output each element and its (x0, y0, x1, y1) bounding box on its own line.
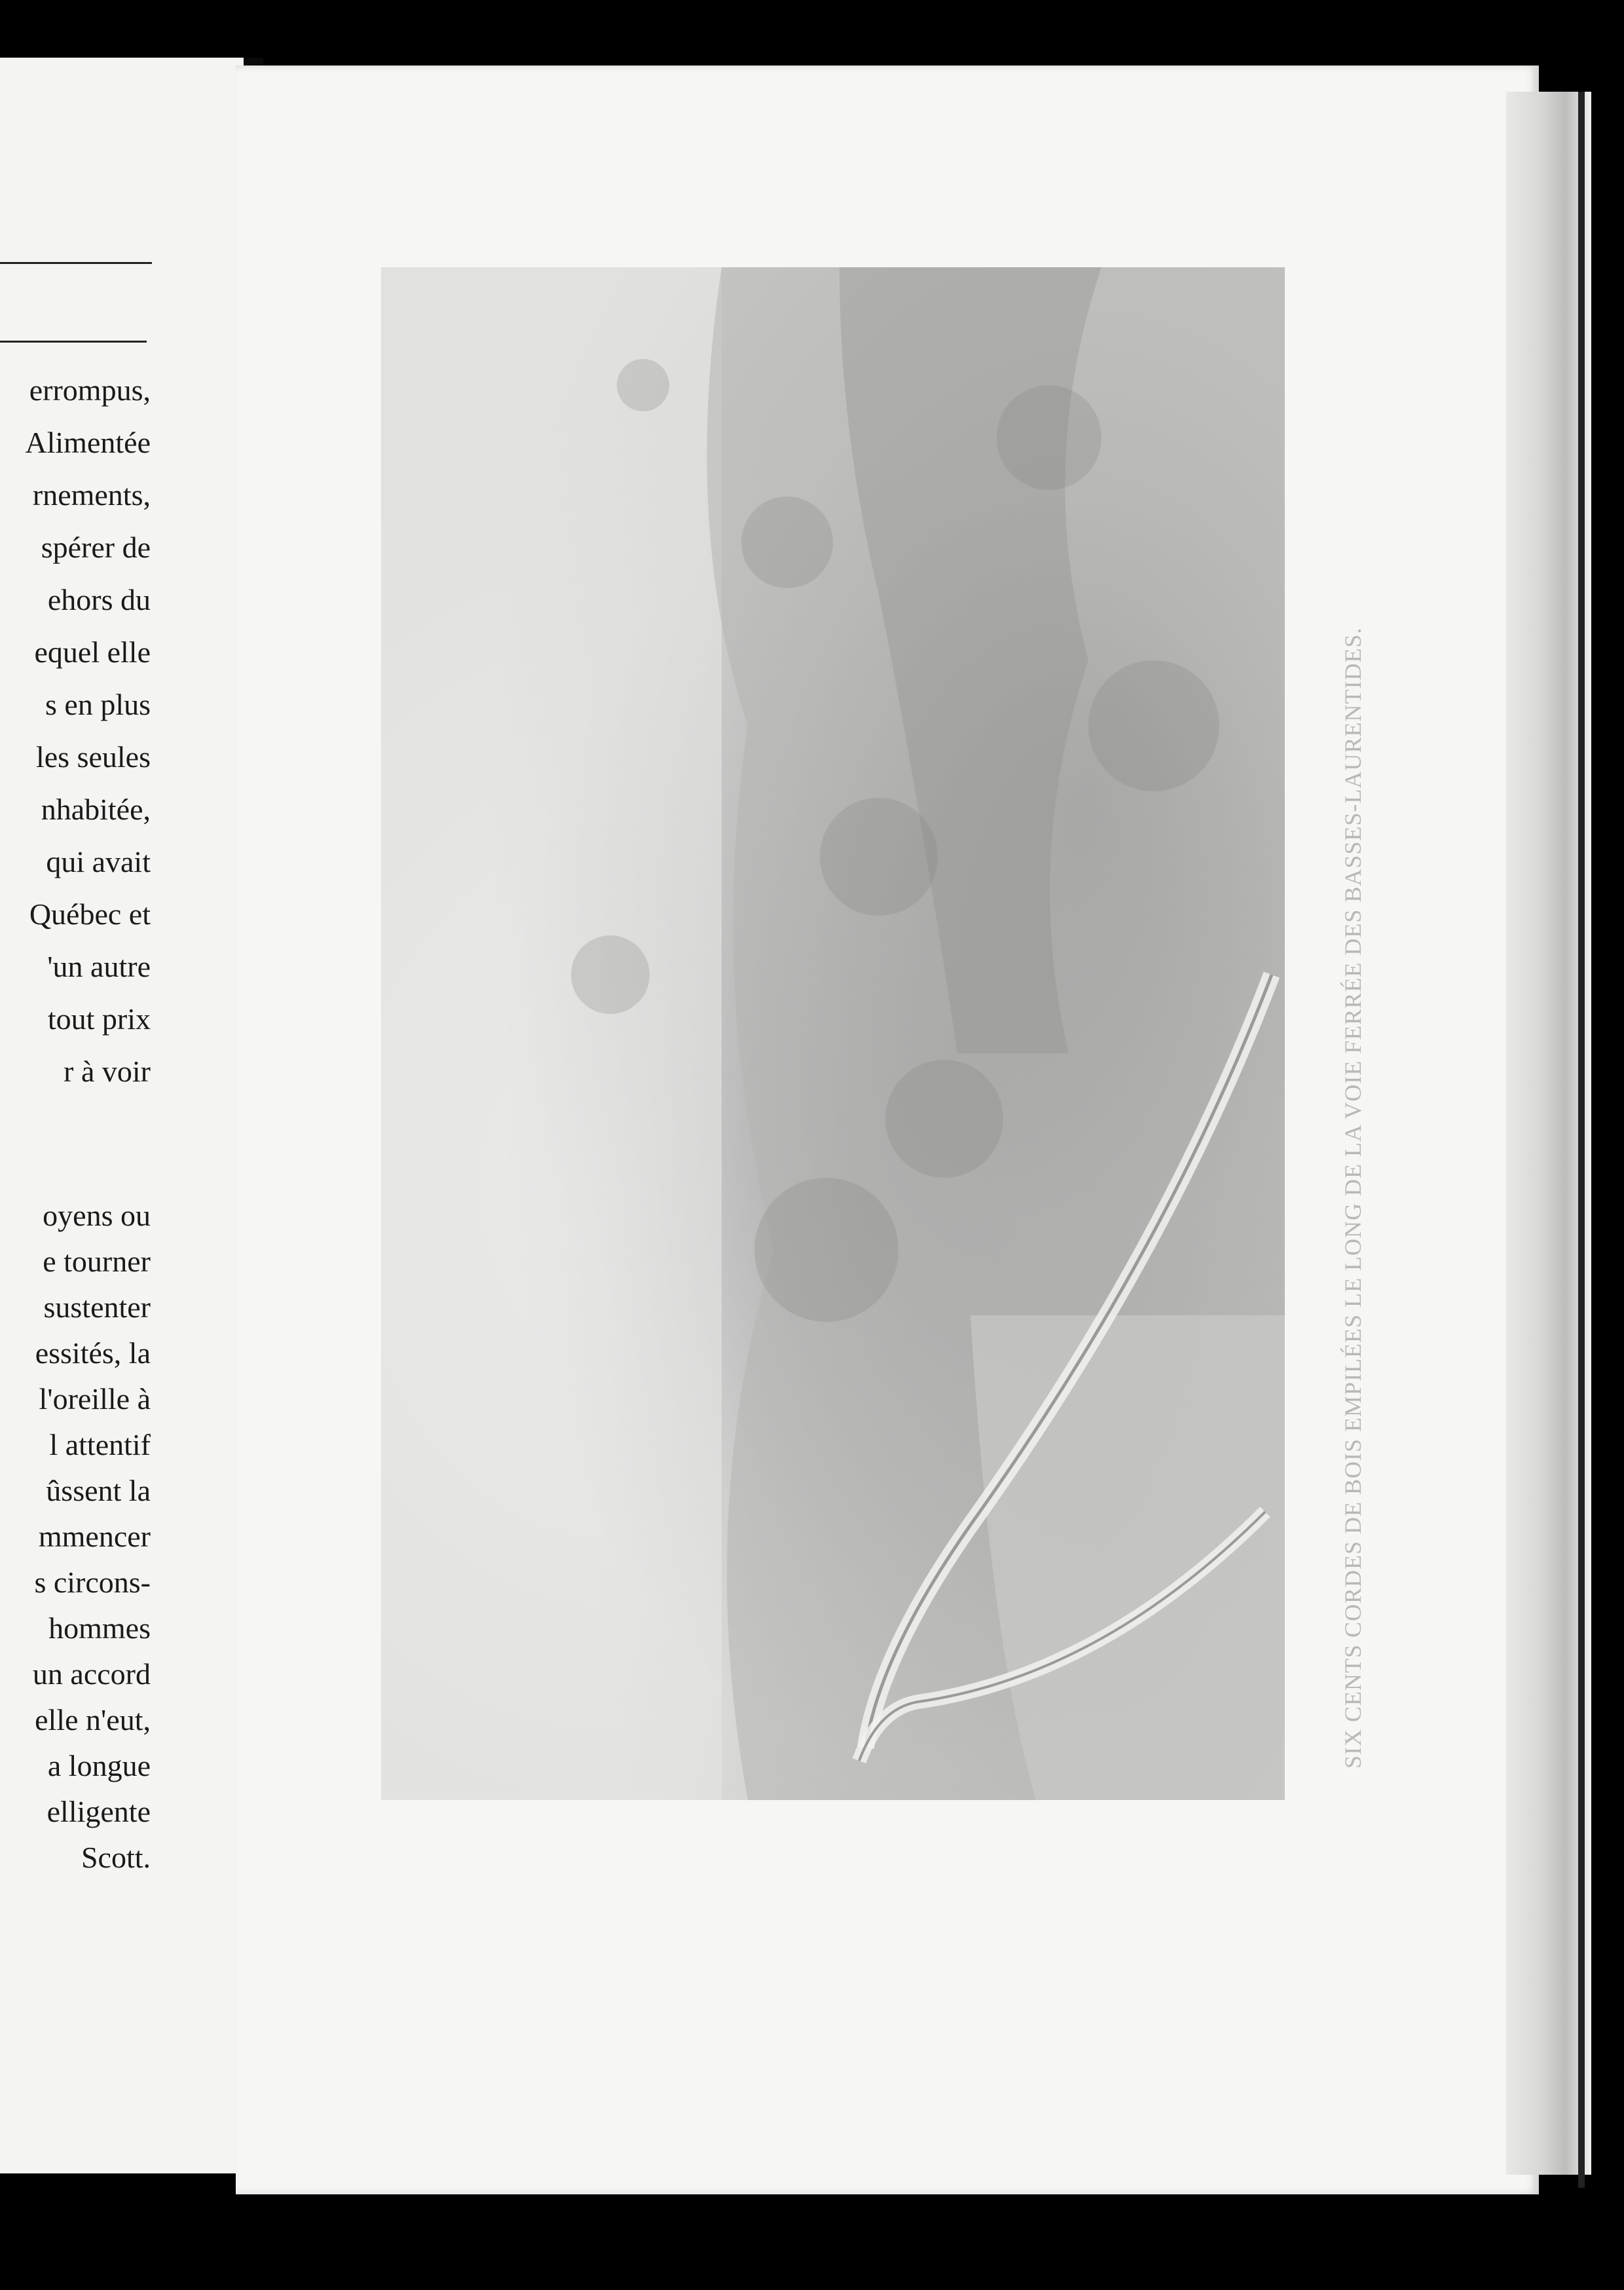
text-line: elligente (46, 1795, 151, 1828)
text-line: mmencer (38, 1520, 151, 1553)
page-edge-shadow (1578, 92, 1585, 2188)
text-line: Scott. (81, 1841, 151, 1874)
text-line: Alimentée (25, 426, 151, 459)
text-line: l attentif (49, 1428, 151, 1461)
photograph-illustration (381, 267, 1285, 1800)
header-rule-top (0, 262, 152, 264)
text-line: s en plus (45, 688, 151, 721)
text-line: essités, la (35, 1336, 151, 1370)
text-line: l'oreille à (39, 1382, 151, 1416)
text-line: e tourner (43, 1245, 151, 1278)
text-line: elle n'eut, (35, 1703, 151, 1736)
text-line: un accord (32, 1657, 151, 1691)
text-line: les seules (35, 740, 151, 774)
text-line: a longue (47, 1749, 151, 1782)
text-line: r à voir (64, 1055, 151, 1088)
left-page (0, 58, 248, 2173)
photo-caption: SIX CENTS CORDES DE BOIS EMPILÉES LE LONG DE LA VOIE FERRÉE DES BASSES-LAURENTIDES. (1340, 627, 1366, 1769)
text-line: ehors du (47, 583, 151, 616)
header-rule-bottom (0, 341, 147, 343)
text-line: ûssent la (46, 1474, 151, 1507)
text-line: equel elle (34, 635, 151, 669)
text-line: errompus, (29, 373, 151, 407)
text-line: spérer de (41, 531, 151, 564)
text-line: oyens ou (43, 1199, 151, 1232)
text-line: tout prix (47, 1002, 151, 1036)
text-line: nhabitée, (41, 793, 151, 826)
text-line: qui avait (46, 845, 151, 878)
rotated-photograph (381, 267, 1285, 1800)
text-line: 'un autre (47, 950, 151, 983)
text-line: Québec et (29, 897, 151, 931)
text-line: s circons- (34, 1566, 151, 1599)
text-line: rnements, (32, 478, 151, 512)
text-line: hommes (48, 1611, 151, 1645)
text-line: sustenter (43, 1290, 151, 1324)
